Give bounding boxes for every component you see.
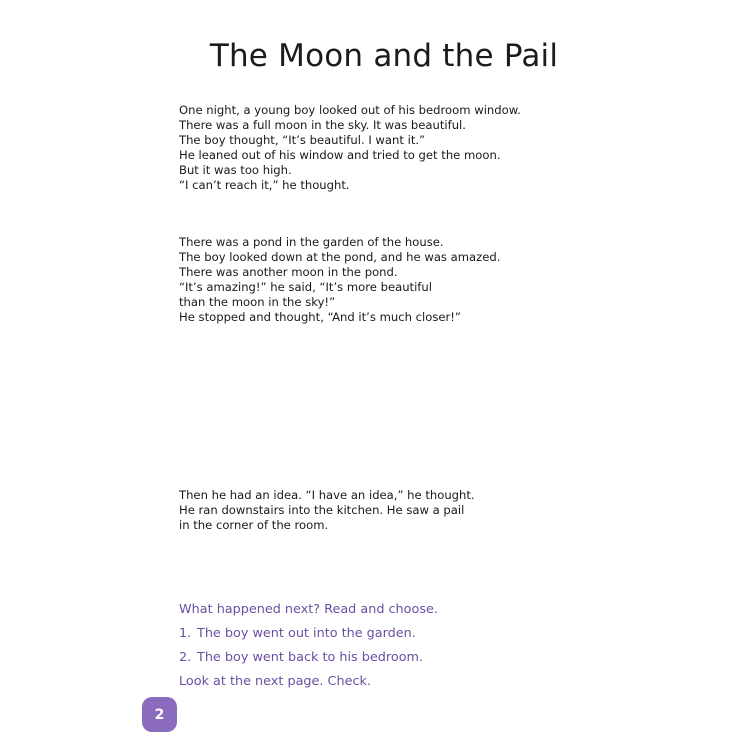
story-line: One night, a young boy looked out of his bedroom window. <box>179 103 521 117</box>
story-line: He leaned out of his window and tried to get the moon. <box>179 148 501 162</box>
story-line: in the corner of the room. <box>179 518 329 532</box>
story-paragraph-2 <box>179 235 500 325</box>
story-line: There was another moon in the pond. <box>179 265 398 279</box>
activity-question: What happened next? Read and choose. <box>179 602 438 617</box>
story-paragraph-3 <box>179 488 475 533</box>
option-number: 2. <box>179 650 192 665</box>
page-title: The Moon and the Pail <box>209 38 559 74</box>
story-line: But it was too high. <box>179 163 292 177</box>
page-number-badge: 2 <box>142 697 177 732</box>
story-line: He stopped and thought, “And it’s much closer!” <box>179 310 461 324</box>
activity-instruction: Look at the next page. Check. <box>179 674 371 689</box>
story-line: He ran downstairs into the kitchen. He saw a pail <box>179 503 465 517</box>
option-2[interactable] <box>179 649 438 673</box>
story-line: The boy looked down at the pond, and he was amazed. <box>179 250 501 264</box>
activity-block <box>179 601 438 697</box>
story-line: The boy thought, “It’s beautiful. I want it.” <box>179 133 426 147</box>
story-line: Then he had an idea. “I have an idea,” he thought. <box>179 488 475 502</box>
option-number: 1. <box>179 626 192 641</box>
story-line: than the moon in the sky!” <box>179 295 336 309</box>
story-line: There was a pond in the garden of the house. <box>179 235 444 249</box>
story-line: “It’s amazing!” he said, “It’s more beautiful <box>179 280 432 294</box>
option-1[interactable] <box>179 625 438 649</box>
story-line: There was a full moon in the sky. It was beautiful. <box>179 118 466 132</box>
story-paragraph-1 <box>179 103 521 193</box>
option-text: The boy went out into the garden. <box>197 626 416 641</box>
option-text: The boy went back to his bedroom. <box>197 650 424 665</box>
story-line: “I can’t reach it,” he thought. <box>179 178 350 192</box>
